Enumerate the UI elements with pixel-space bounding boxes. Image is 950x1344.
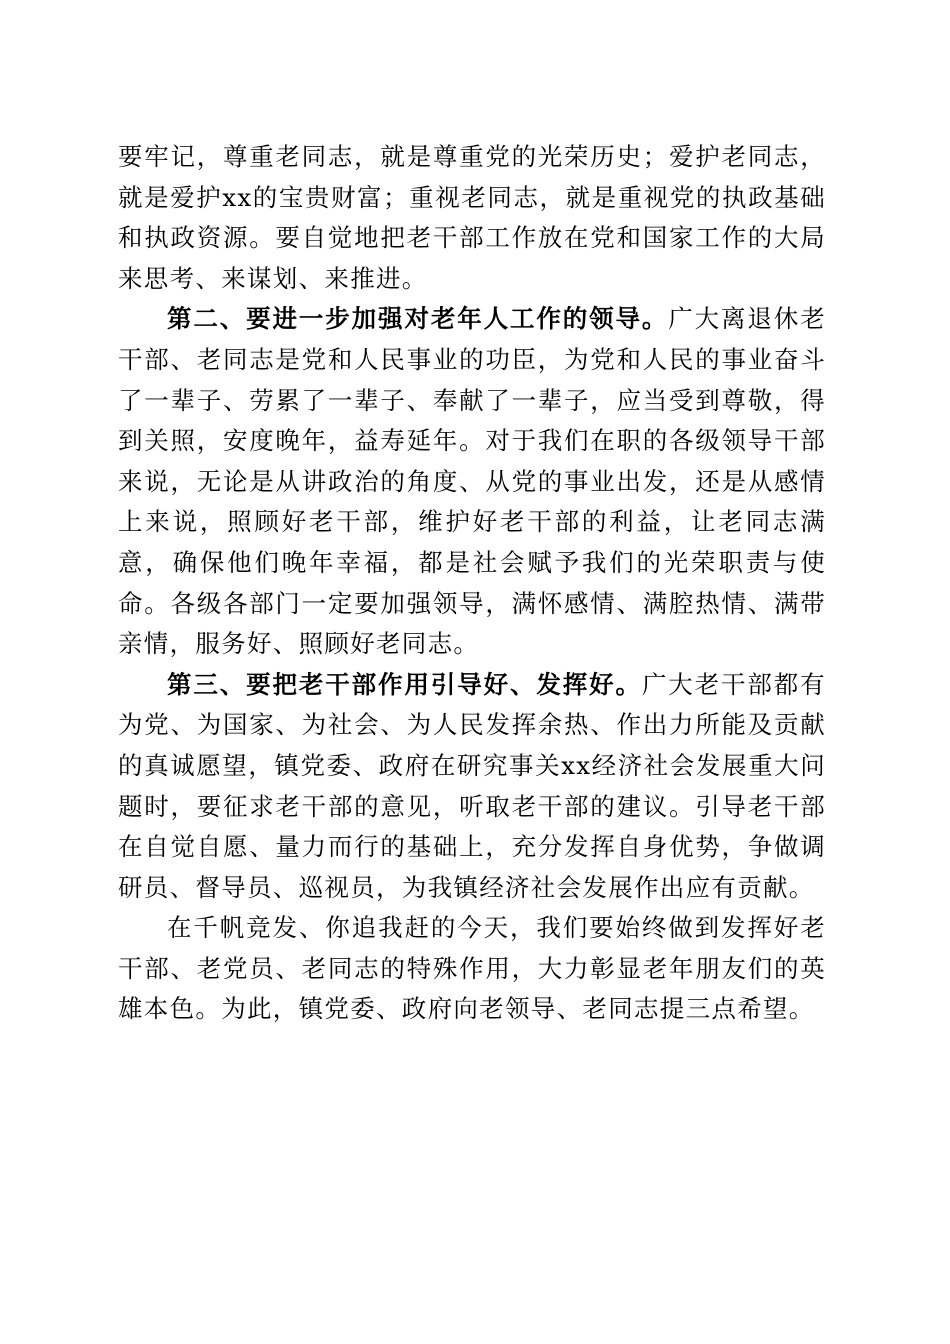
paragraph-continuation: [118, 137, 826, 299]
document-body: [118, 137, 826, 1030]
paragraph-second-point: [118, 299, 826, 664]
paragraph-lead-heading: 第二、要进一步加强对老年人工作的领导。: [167, 304, 669, 334]
paragraph-third-point: [118, 665, 826, 909]
paragraph-text: 在千帆竞发、你追我赶的今天，我们要始终做到发挥好老干部、老党员、老同志的特殊作用，大力彰显老年朋友们的英雄本色。为此，镇党委、政府向老领导、老同志提三点希望。: [118, 913, 826, 1024]
paragraph-closing: [118, 908, 826, 1030]
paragraph-lead-heading: 第三、要把老干部作用引导好、发挥好。: [167, 669, 642, 699]
paragraph-text: 广大老干部都有为党、为国家、为社会、为人民发挥余热、作出力所能及贡献的真诚愿望，镇党委、政府在研究事关xx经济社会发展重大问题时，要征求老干部的意见，听取老干部的建议。引导老干部在自觉自愿、量力而行的基础上，充分发挥自身优势，争做调研员、督导员、巡视员，为我镇经济社会发展作出应有贡献。: [118, 669, 826, 902]
paragraph-text: 广大离退休老干部、老同志是党和人民事业的功臣，为党和人民的事业奋斗了一辈子、劳累了一辈子、奉献了一辈子，应当受到尊敬，得到关照，安度晚年，益寿延年。对于我们在职的各级领导干部来说，无论是从讲政治的角度、从党的事业出发，还是从感情上来说，照顾好老干部，维护好老干部的利益，让老同志满意，确保他们晚年幸福，都是社会赋予我们的光荣职责与使命。各级各部门一定要加强领导，满怀感情、满腔热情、满带亲情，服务好、照顾好老同志。: [118, 304, 826, 659]
paragraph-text: 要牢记，尊重老同志，就是尊重党的光荣历史；爱护老同志，就是爱护xx的宝贵财富；重视老同志，就是重视党的执政基础和执政资源。要自觉地把老干部工作放在党和国家工作的大局来思考、来谋划、来推进。: [118, 142, 826, 293]
